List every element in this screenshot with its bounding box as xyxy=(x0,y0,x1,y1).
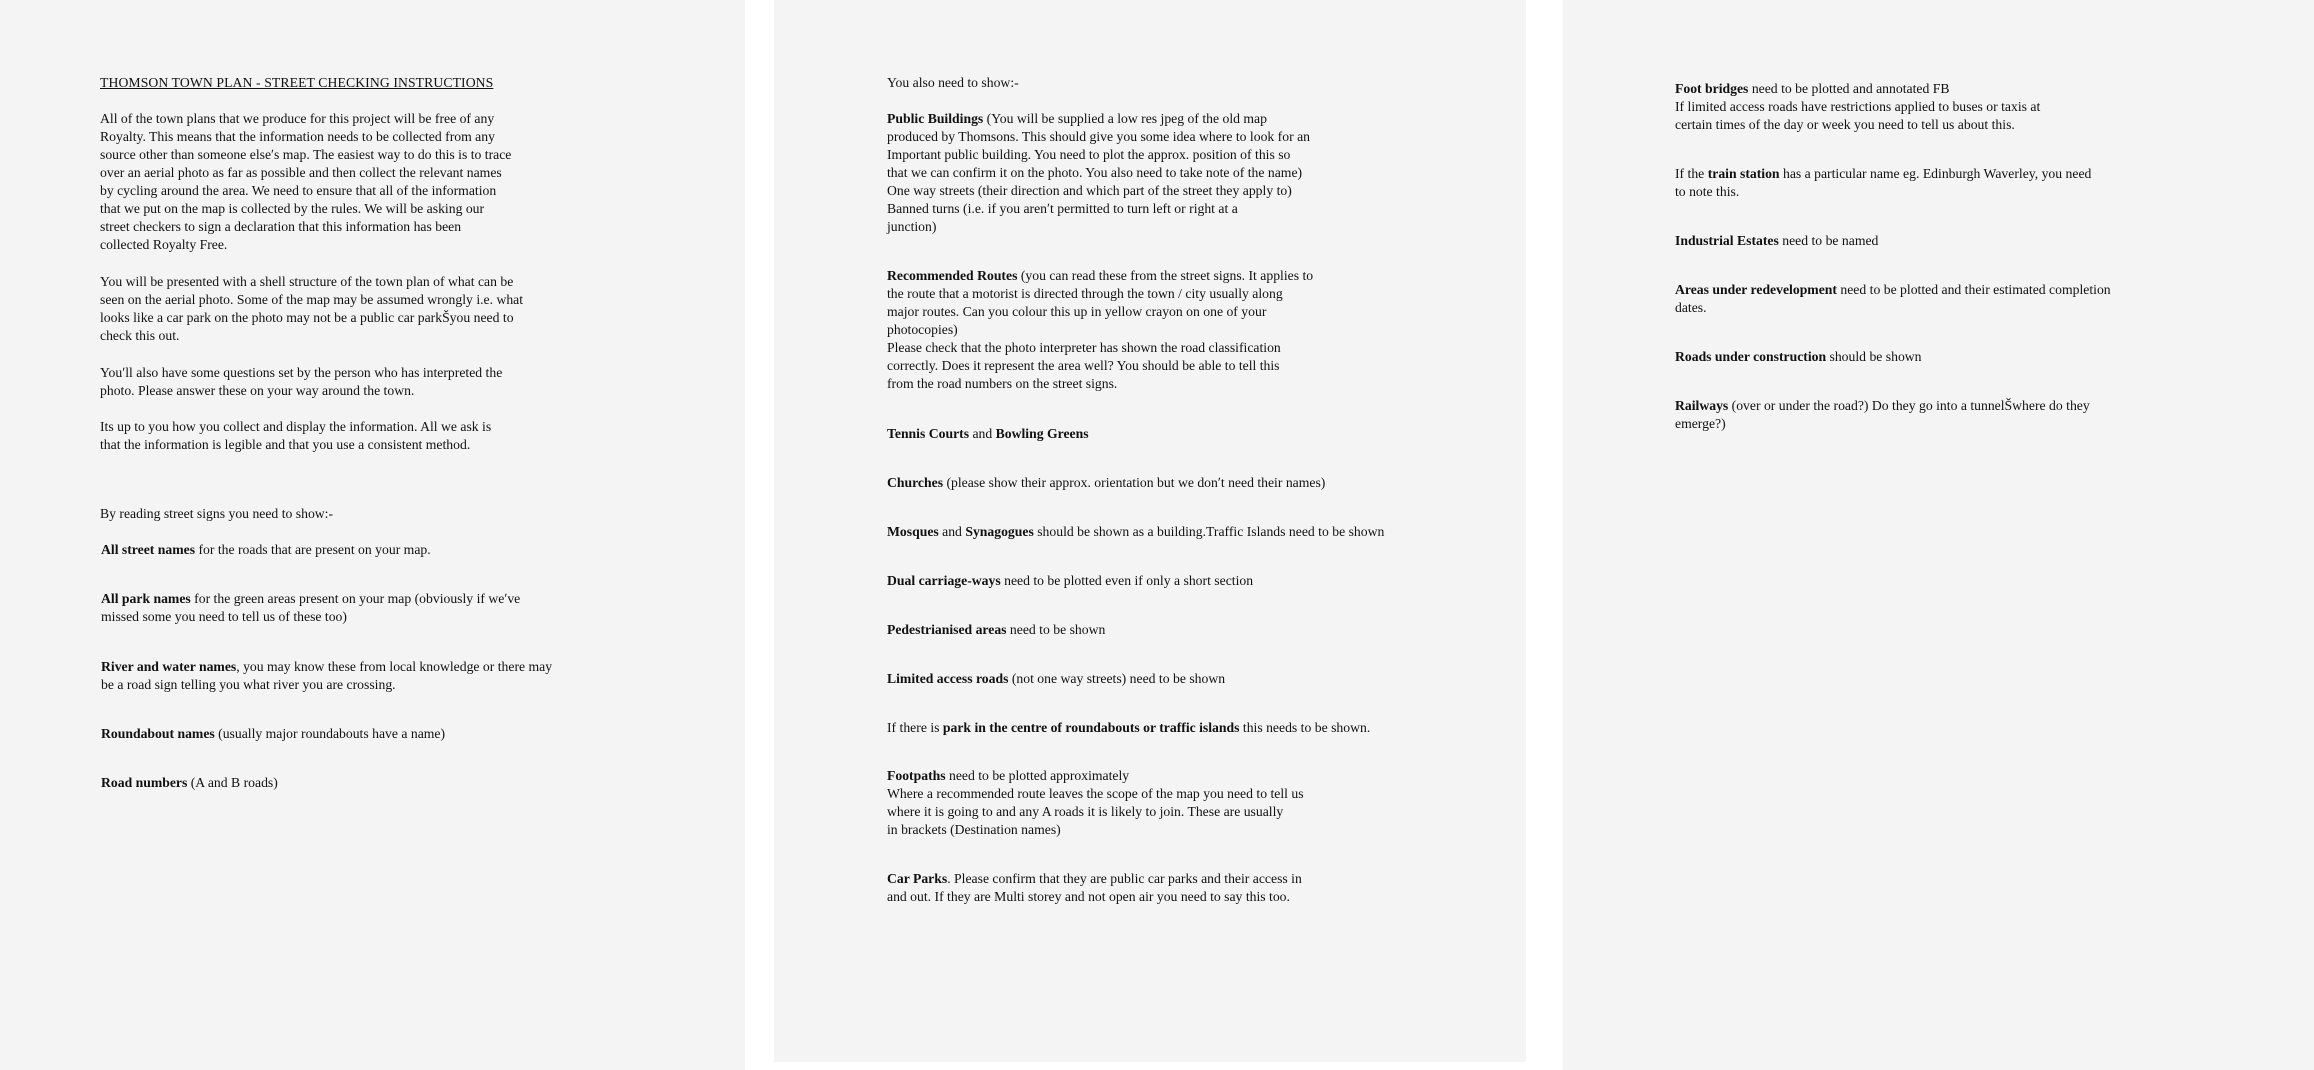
item-railways: Railways (over or under the road?) Do they go into a tunnelŠwhere do they emerge?) xyxy=(1675,398,2090,431)
item-roads-construction: Roads under construction should be shown xyxy=(1675,349,1922,364)
paragraph-method: Its up to you how you collect and display the information. All we ask is that the information is legible and that you use a consistent method. xyxy=(100,419,492,452)
item-street-names: All street names for the roads that are present on your map. xyxy=(101,542,431,557)
paragraph-royalty: All of the town plans that we produce for this project will be free of any Royalty. This means that the information needs to be collected from any source other than someone elseʹs map. The easiest way to do this is to trace over an aerial photo as far as possible and then collect the relevant names by cycling around the area. We need to ensure that all of the information that we put on the map is collected by the rules. We will be asking our street checkers to sign a declaration that this information has been collected Royalty Free. xyxy=(100,111,512,252)
item-recommended-routes: Recommended Routes (you can read these from the street signs. It applies to the route that a motorist is directed through the town / city usually along major routes. Can you colour this up in yellow crayon on one of your photocopies) Please check that the photo interpreter has shown the road classification correctly. Does it represent the area well? You should be able to tell this from the road numbers on the street signs. xyxy=(887,268,1314,391)
document-page-2 xyxy=(774,0,1526,1062)
item-pedestrianised-areas: Pedestrianised areas need to be shown xyxy=(887,622,1106,637)
paragraph-also-show: You also need to show:- xyxy=(887,75,1019,90)
item-mosques-synagogues: Mosques and Synagogues should be shown as a building.Traffic Islands need to be shown xyxy=(887,524,1385,539)
item-industrial-estates: Industrial Estates need to be named xyxy=(1675,233,1879,248)
item-dual-carriageways: Dual carriage-ways need to be plotted even if only a short section xyxy=(887,573,1254,588)
document-title: THOMSON TOWN PLAN - STREET CHECKING INSTRUCTIONS xyxy=(100,75,494,90)
item-roundabout-names: Roundabout names (usually major roundabouts have a name) xyxy=(101,726,446,741)
document-page-3 xyxy=(1563,0,2314,1070)
item-limited-access-roads: Limited access roads (not one way streets) need to be shown xyxy=(887,671,1226,686)
item-car-parks: Car Parks. Please confirm that they are public car parks and their access in and out. If they are Multi storey and not open air you need to say this too. xyxy=(887,871,1302,904)
item-churches: Churches (please show their approx. orientation but we donʹt need their names) xyxy=(887,475,1326,490)
item-public-buildings: Public Buildings (You will be supplied a low res jpeg of the old map produced by Thomsons. This should give you some idea where to look for an Important public building. You need to plot the approx. position of this so that we can confirm it on the photo. You also need to take note of the name) One way streets (their direction and which part of the street they apply to) Banned turns (i.e. if you arenʹt permitted to turn left or right at a junction) xyxy=(887,111,1310,234)
item-train-station: If the train station has a particular name eg. Edinburgh Waverley, you need to note this. xyxy=(1675,166,2092,199)
item-footpaths: Footpaths need to be plotted approximately Where a recommended route leaves the scope of the map you need to tell us where it is going to and any A roads it is likely to join. These are usually in brackets (Destination names) xyxy=(887,768,1304,837)
item-roundabout-parks: If there is park in the centre of roundabouts or traffic islands this needs to be shown. xyxy=(887,720,1371,735)
paragraph-street-signs-intro: By reading street signs you need to show:- xyxy=(100,506,334,521)
item-tennis-bowling: Tennis Courts and Bowling Greens xyxy=(887,426,1089,441)
item-areas-redevelopment: Areas under redevelopment need to be plotted and their estimated completion dates. xyxy=(1675,282,2111,315)
item-park-names: All park names for the green areas present on your map (obviously if weʹve missed some you need to tell us of these too) xyxy=(101,591,521,624)
paragraph-questions: Youʹll also have some questions set by the person who has interpreted the photo. Please answer these on your way around the town. xyxy=(100,365,503,398)
item-foot-bridges: Foot bridges need to be plotted and annotated FB If limited access roads have restrictions applied to buses or taxis at certain times of the day or week you need to tell us about this. xyxy=(1675,81,2041,132)
item-road-numbers: Road numbers (A and B roads) xyxy=(101,775,278,790)
item-river-names: River and water names, you may know these from local knowledge or there may be a road sign telling you what river you are crossing. xyxy=(101,659,553,692)
paragraph-shell-structure: You will be presented with a shell structure of the town plan of what can be seen on the aerial photo. Some of the map may be assumed wrongly i.e. what looks like a car park on the photo may not be a public car parkŠyou need to check this out. xyxy=(100,274,524,343)
document-page-1 xyxy=(0,0,745,1070)
